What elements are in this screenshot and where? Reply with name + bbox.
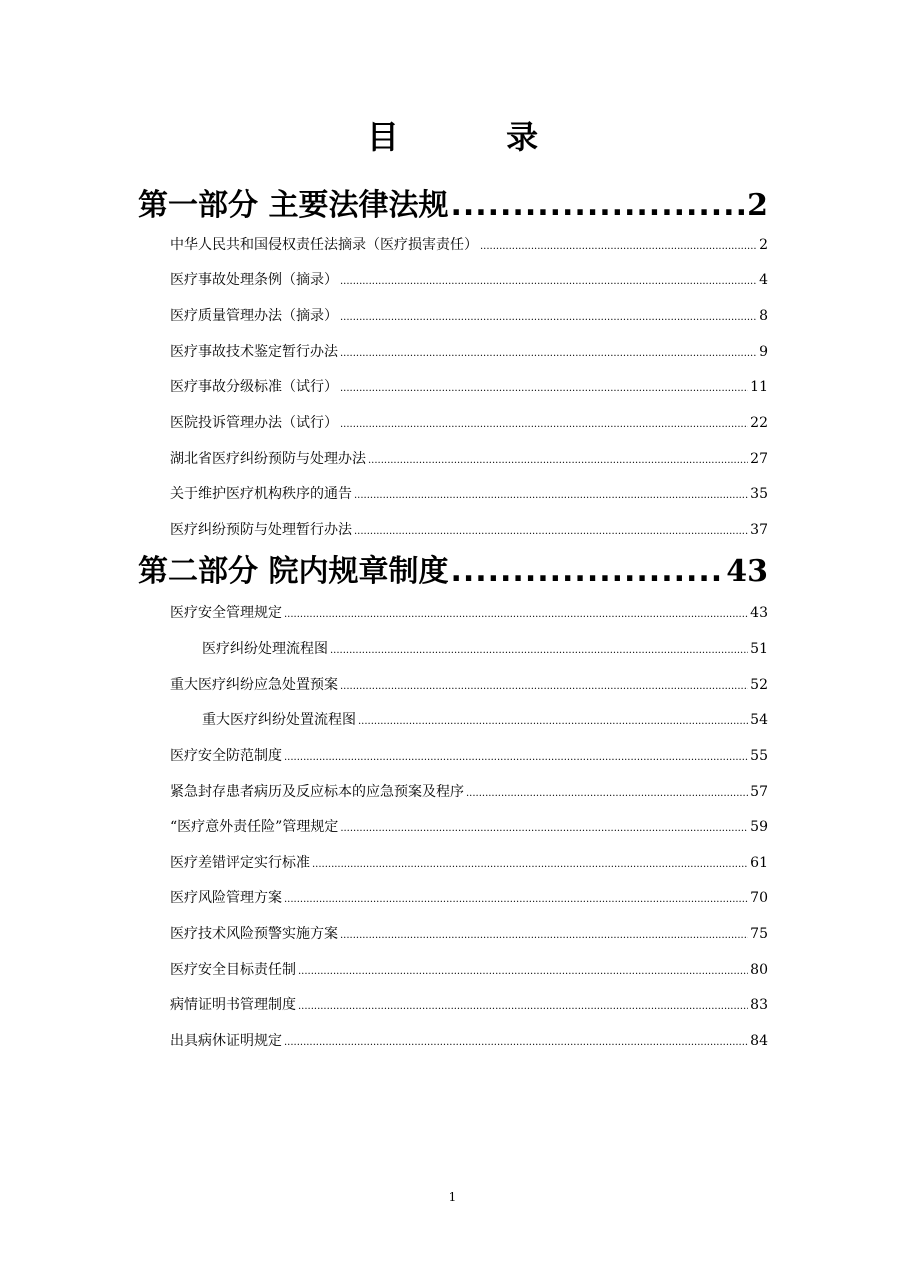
toc-page-number: 27 bbox=[750, 451, 768, 467]
toc-entry[interactable] bbox=[170, 959, 768, 981]
toc-entry-label: 医疗纠纷预防与处理暂行办法 bbox=[170, 522, 352, 538]
toc-entry-label: 病情证明书管理制度 bbox=[170, 997, 296, 1013]
toc-entry-label: 医疗技术风险预警实施方案 bbox=[170, 926, 338, 942]
toc-entry[interactable] bbox=[170, 448, 768, 470]
dot-leader bbox=[330, 638, 748, 660]
toc-entry[interactable] bbox=[170, 887, 768, 909]
dot-leader bbox=[284, 602, 748, 624]
dot-leader bbox=[340, 269, 757, 291]
dot-leader bbox=[466, 781, 748, 803]
toc-page-number: 83 bbox=[750, 997, 768, 1013]
toc-entry[interactable] bbox=[202, 709, 768, 731]
toc-entry[interactable] bbox=[202, 638, 768, 660]
toc-entry-label: 关于维护医疗机构秩序的通告 bbox=[170, 486, 352, 502]
toc-entry-label: 医疗风险管理方案 bbox=[170, 890, 282, 906]
toc-entry-label: 医院投诉管理办法（试行） bbox=[170, 415, 338, 431]
toc-page-number: 2 bbox=[759, 237, 768, 253]
toc-part-2[interactable] bbox=[138, 550, 768, 594]
toc-entry[interactable] bbox=[170, 674, 768, 696]
toc-entry[interactable] bbox=[170, 412, 768, 434]
dot-leader bbox=[358, 709, 748, 731]
toc-page-number: 22 bbox=[750, 415, 768, 431]
toc-entry-label: 重大医疗纠纷处置流程图 bbox=[202, 712, 356, 728]
dot-leader bbox=[340, 923, 748, 945]
dot-leader bbox=[480, 234, 757, 256]
page-number-footer: 1 bbox=[448, 1190, 457, 1204]
dot-leader bbox=[312, 852, 748, 874]
toc-entry-label: 医疗差错评定实行标准 bbox=[170, 855, 310, 871]
toc-entry-label: 医疗事故技术鉴定暂行办法 bbox=[170, 344, 338, 360]
dot-leader bbox=[450, 184, 745, 228]
toc-page-number: 70 bbox=[750, 890, 768, 906]
dot-leader bbox=[368, 448, 748, 470]
toc-entry-label: 紧急封存患者病历及反应标本的应急预案及程序 bbox=[170, 784, 464, 800]
toc-entry-label: 医疗事故分级标准（试行） bbox=[170, 379, 338, 395]
toc-entry-label: “医疗意外责任险”管理规定 bbox=[170, 819, 339, 835]
toc-entry-label: 医疗安全目标责任制 bbox=[170, 962, 296, 978]
dot-leader bbox=[450, 550, 724, 594]
toc-entry-label: 重大医疗纠纷应急处置预案 bbox=[170, 677, 338, 693]
toc-page-number: 59 bbox=[750, 819, 768, 835]
dot-leader bbox=[340, 816, 748, 838]
toc-entry[interactable] bbox=[170, 341, 768, 363]
toc-entry-label: 医疗安全管理规定 bbox=[170, 605, 282, 621]
toc-entry[interactable] bbox=[170, 1030, 768, 1052]
toc-entry[interactable] bbox=[170, 483, 768, 505]
toc-page-number: 84 bbox=[750, 1033, 768, 1049]
toc-entry[interactable] bbox=[170, 305, 768, 327]
toc-entry[interactable] bbox=[170, 269, 768, 291]
toc-part-label: 第一部分 主要法律法规 bbox=[138, 188, 449, 223]
toc-entry-label: 中华人民共和国侵权责任法摘录（医疗损害责任） bbox=[170, 237, 478, 253]
toc-page-number: 52 bbox=[750, 677, 768, 693]
toc-entry[interactable] bbox=[170, 994, 768, 1016]
toc-entry[interactable] bbox=[170, 602, 768, 624]
toc-page-number: 9 bbox=[759, 344, 768, 360]
dot-leader bbox=[354, 519, 748, 541]
toc-page-number: 54 bbox=[750, 712, 768, 728]
dot-leader bbox=[298, 959, 748, 981]
toc-entry-label: 湖北省医疗纠纷预防与处理办法 bbox=[170, 451, 366, 467]
dot-leader bbox=[284, 1030, 748, 1052]
dot-leader bbox=[284, 745, 748, 767]
toc-page-number: 75 bbox=[750, 926, 768, 942]
dot-leader bbox=[354, 483, 748, 505]
toc-entry[interactable] bbox=[170, 816, 768, 838]
toc-entry[interactable] bbox=[170, 745, 768, 767]
toc-page-number: 61 bbox=[750, 855, 768, 871]
toc-entry-label: 医疗事故处理条例（摘录） bbox=[170, 272, 338, 288]
toc-entry[interactable] bbox=[170, 781, 768, 803]
dot-leader bbox=[284, 887, 748, 909]
toc-part-label: 第二部分 院内规章制度 bbox=[138, 554, 449, 589]
page-title: 目 录 bbox=[366, 118, 587, 156]
dot-leader bbox=[340, 341, 757, 363]
toc-page-number: 11 bbox=[750, 379, 768, 395]
toc-page-number: 35 bbox=[750, 486, 768, 502]
toc-page-number: 8 bbox=[759, 308, 768, 324]
toc-page-number: 51 bbox=[750, 641, 768, 657]
dot-leader bbox=[340, 674, 748, 696]
toc-page-number: 37 bbox=[750, 522, 768, 538]
toc-entry-label: 医疗纠纷处理流程图 bbox=[202, 641, 328, 657]
dot-leader bbox=[340, 412, 748, 434]
toc-page-number: 4 bbox=[759, 272, 768, 288]
toc-entry-label: 出具病休证明规定 bbox=[170, 1033, 282, 1049]
toc-page-number: 43 bbox=[750, 605, 768, 621]
toc-part-1[interactable] bbox=[138, 184, 768, 228]
toc-entry[interactable] bbox=[170, 234, 768, 256]
toc-page-number: 43 bbox=[726, 554, 768, 589]
toc-page-number: 80 bbox=[750, 962, 768, 978]
toc-entry-label: 医疗安全防范制度 bbox=[170, 748, 282, 764]
toc-page-number: 2 bbox=[747, 188, 768, 223]
dot-leader bbox=[298, 994, 748, 1016]
toc-entry[interactable] bbox=[170, 376, 768, 398]
toc-entry[interactable] bbox=[170, 923, 768, 945]
dot-leader bbox=[340, 305, 757, 327]
toc-entry-label: 医疗质量管理办法（摘录） bbox=[170, 308, 338, 324]
dot-leader bbox=[340, 376, 748, 398]
toc-entry[interactable] bbox=[170, 519, 768, 541]
toc-page-number: 57 bbox=[750, 784, 768, 800]
toc-page-number: 55 bbox=[750, 748, 768, 764]
toc-entry[interactable] bbox=[170, 852, 768, 874]
